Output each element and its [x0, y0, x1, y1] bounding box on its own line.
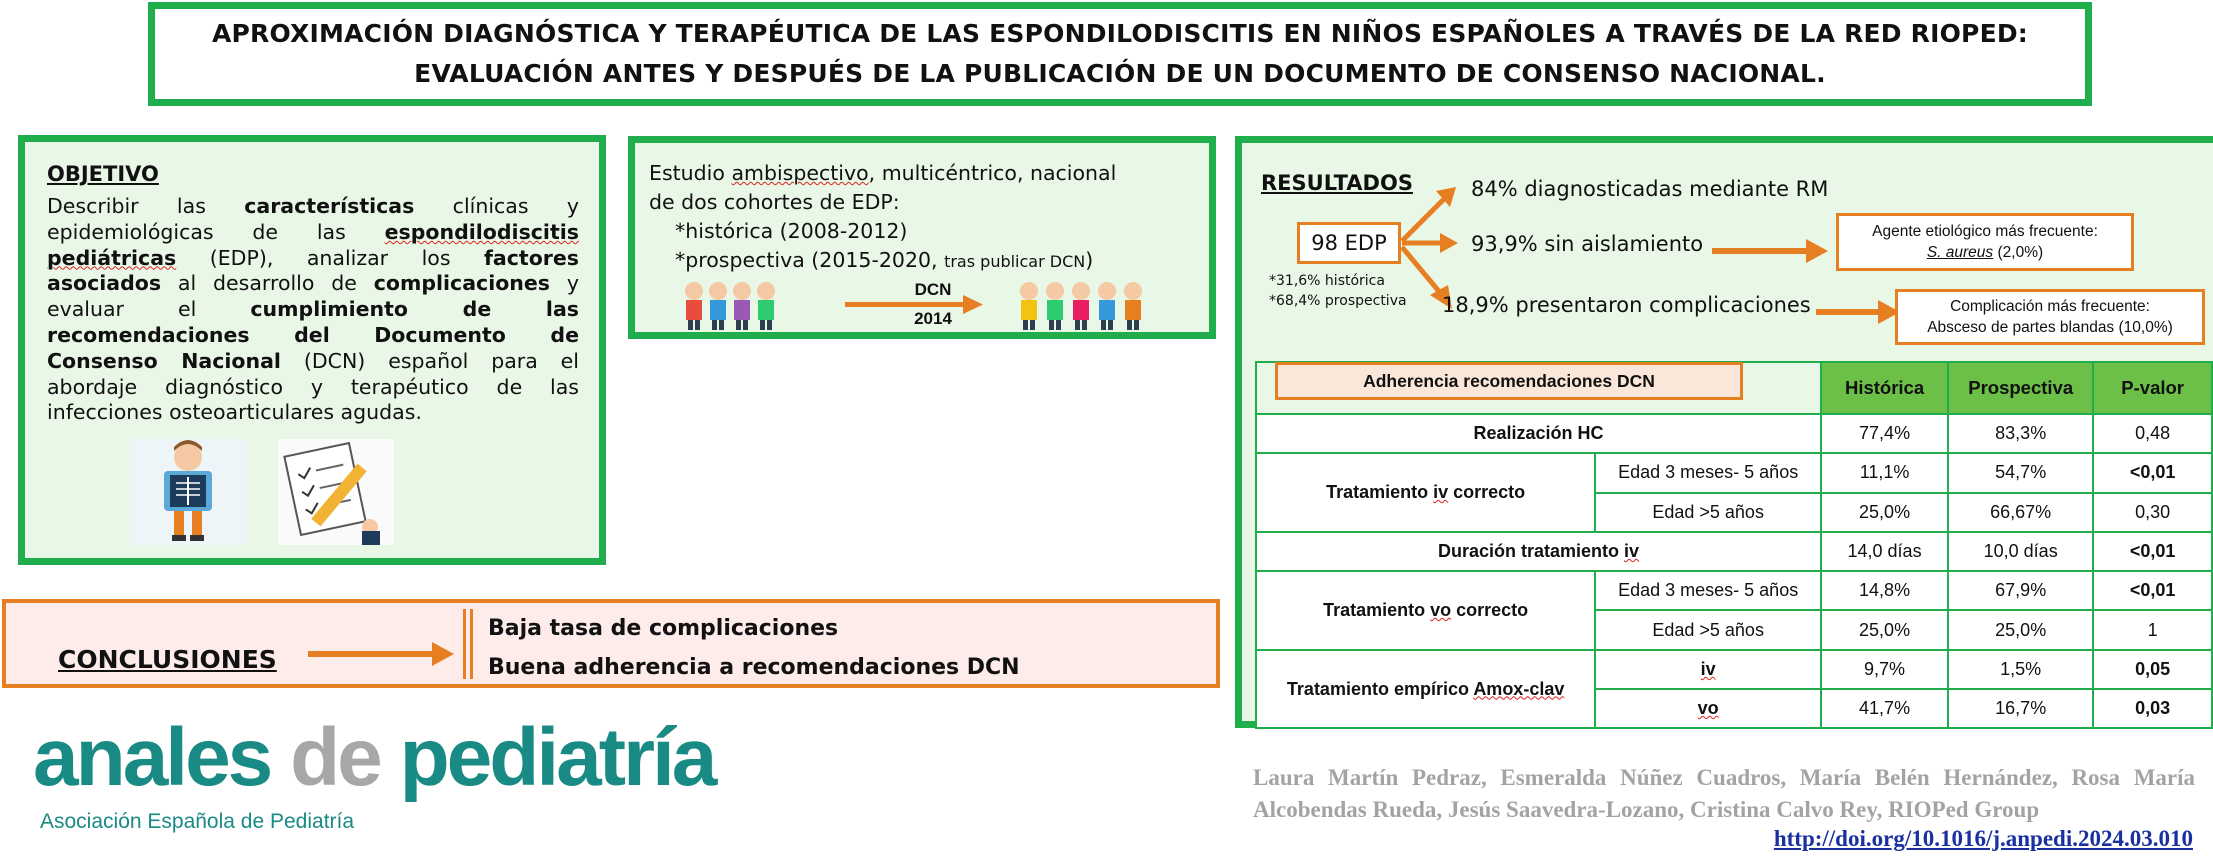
row-sublabel: iv [1595, 650, 1821, 689]
table-cell: 1 [2093, 610, 2212, 649]
table-row [1256, 532, 2212, 571]
doi-link[interactable]: http://doi.org/10.1016/j.anpedi.2024.03.010 [1773, 826, 2193, 851]
estudio-text: tras publicar DCN [944, 252, 1086, 271]
table-cell: 54,7% [1948, 453, 2093, 492]
row-sublabel: Edad 3 meses- 5 años [1595, 453, 1821, 492]
table-cell: <0,01 [2093, 532, 2212, 571]
estudio-text: ambispectivo [731, 161, 869, 185]
checklist-pencil-icon [278, 439, 394, 545]
table-header: P-valor [2093, 362, 2212, 414]
objetivo-part: clínicas y epidemiológicas de las [47, 194, 579, 244]
table-cell: 14,8% [1821, 571, 1948, 610]
row-label [1256, 571, 1595, 650]
objetivo-part: características [244, 194, 415, 218]
dcn-label: DCN [914, 280, 952, 299]
row-label-part: iv [1433, 482, 1449, 503]
agent-value: (2,0%) [1993, 244, 2044, 261]
logo-word: pediatría [399, 712, 715, 803]
row-label [1256, 650, 1595, 729]
table-cell: <0,01 [2093, 571, 2212, 610]
table-header-row [1256, 362, 2212, 414]
dcn-year: 2014 [914, 309, 952, 328]
objetivo-part: cumplimiento de las recomendaciones del Documento de Consenso Nacional [47, 297, 579, 373]
table-caption-cell [1256, 362, 1821, 414]
logo-subtitle: Asociación Española de Pediatría [40, 810, 355, 833]
table-cell: 0,48 [2093, 414, 2212, 453]
table-row [1256, 650, 2212, 689]
row-label-part: correcto [1448, 482, 1526, 503]
table-cell: 67,9% [1948, 571, 2093, 610]
title-box [148, 2, 2092, 106]
objetivo-text [47, 194, 579, 426]
estudio-panel [628, 136, 1216, 339]
agent-label: Agente etiológico más frecuente: [1872, 223, 2098, 240]
conclusiones-panel [2, 599, 1220, 688]
table-cell: 41,7% [1821, 689, 1948, 728]
arrow-right-icon [308, 641, 458, 667]
objetivo-panel [18, 135, 606, 565]
adherence-table [1255, 361, 2213, 729]
table-header: Histórica [1821, 362, 1948, 414]
estudio-text: ) [1085, 248, 1094, 272]
finding-aislamiento: 93,9% sin aislamiento [1471, 232, 1704, 256]
agent-name: S. aureus [1926, 244, 1994, 261]
complication-value: Absceso de partes blandas (10,0%) [1927, 319, 2173, 336]
arrow-right-icon [1712, 238, 1832, 264]
table-cell: 25,0% [1948, 610, 2093, 649]
resultados-panel [1235, 136, 2213, 728]
authors: Laura Martín Pedraz, Esmeralda Núñez Cuadros, María Belén Hernández, Rosa María Alcobendas Rueda, Jesús Saavedra-Lozano, Cristina Calvo Rey, RIOPed Group [1253, 765, 2195, 822]
estudio-line-3: *histórica (2008-2012) [675, 219, 908, 243]
split-prospectiva: *68,4% prospectiva [1269, 293, 1407, 309]
table-cell: <0,01 [2093, 453, 2212, 492]
table-cell: 0,03 [2093, 689, 2212, 728]
title-line-1: APROXIMACIÓN DIAGNÓSTICA Y TERAPÉUTICA DE LAS ESPONDILODISCITIS EN NIÑOS ESPAÑOLES A TRAVÉS DE LA RED RIOPED: [211, 19, 2029, 48]
row-label-part: vo [1430, 599, 1452, 620]
child-xray-icon [130, 439, 246, 545]
edp-count-box: 98 EDP [1297, 222, 1401, 264]
arrow-right-icon [1816, 299, 1902, 325]
complication-box [1895, 289, 2205, 345]
row-label-part: iv [1624, 541, 1640, 562]
objetivo-part: factores asociados [47, 245, 579, 296]
estudio-line-4 [649, 246, 1197, 276]
objetivo-part: Describir las [47, 194, 245, 218]
table-cell: 16,7% [1948, 689, 2093, 728]
row-sublabel: Edad >5 años [1595, 493, 1821, 532]
objetivo-heading: OBJETIVO [47, 162, 159, 186]
finding-rm: 84% diagnosticadas mediante RM [1471, 177, 1829, 201]
finding-complicaciones: 18,9% presentaron complicaciones [1442, 293, 1811, 317]
conclusiones-heading: CONCLUSIONES [58, 645, 277, 674]
estudio-text: *prospectiva (2015-2020, [675, 248, 945, 272]
objetivo-part: (EDP), analizar los [176, 245, 484, 270]
table-cell: 83,3% [1948, 414, 2093, 453]
table-cell: 1,5% [1948, 650, 2093, 689]
table-row [1256, 571, 2212, 610]
row-label-part: Duración tratamiento [1437, 541, 1625, 562]
row-label-part: correcto [1451, 599, 1529, 620]
table-cell: 66,67% [1948, 493, 2093, 532]
objetivo-part: (DCN) español para el abordaje diagnóstico y terapéutico de las infecciones osteoarticulares agudas. [47, 348, 579, 425]
journal-logo [33, 703, 714, 813]
objetivo-part: y evaluar el [47, 271, 579, 322]
table-caption: Adherencia recomendaciones DCN [1275, 362, 1743, 400]
split-historica: *31,6% histórica [1269, 273, 1385, 289]
objetivo-part: complicaciones [373, 271, 551, 296]
table-cell: 77,4% [1821, 414, 1948, 453]
table-cell: 0,05 [2093, 650, 2212, 689]
row-label-part: Tratamiento [1326, 482, 1434, 503]
estudio-text: , multicéntrico, nacional [868, 161, 1117, 185]
table-cell: 14,0 días [1821, 532, 1948, 571]
arrow-right-icon [845, 295, 985, 315]
table-cell: 9,7% [1821, 650, 1948, 689]
conclusion-item-2: Buena adherencia a recomendaciones DCN [488, 655, 1020, 680]
estudio-line-1 [649, 159, 1197, 188]
table-cell: 10,0 días [1948, 532, 2093, 571]
row-sublabel: Edad >5 años [1595, 610, 1821, 649]
objetivo-part: espondilodiscitis pediátricas [47, 219, 579, 270]
table-cell: 0,30 [2093, 493, 2212, 532]
row-label-part: Tratamiento empírico [1286, 678, 1474, 699]
row-label [1256, 532, 1821, 571]
table-cell: 11,1% [1821, 453, 1948, 492]
objetivo-part: al desarrollo de [161, 271, 374, 296]
row-label-part: Tratamiento [1323, 599, 1431, 620]
estudio-text: Estudio [649, 161, 732, 185]
estudio-line-2: de dos cohortes de EDP: [649, 190, 900, 214]
row-label-part: Amox-clav [1473, 678, 1565, 699]
table-header: Prospectiva [1948, 362, 2093, 414]
title-line-2: EVALUACIÓN ANTES Y DESPUÉS DE LA PUBLICACIÓN DE UN DOCUMENTO DE CONSENSO NACIONAL. [414, 59, 1826, 88]
row-sublabel: vo [1595, 689, 1821, 728]
logo-word: de [290, 712, 380, 803]
row-sublabel: Edad 3 meses- 5 años [1595, 571, 1821, 610]
table-cell: 25,0% [1821, 610, 1948, 649]
table-row [1256, 453, 2212, 492]
children-group-icon [1013, 277, 1149, 333]
row-label: Realización HC [1256, 414, 1821, 453]
logo-word: anales [33, 712, 271, 803]
agent-value-line [1927, 242, 2043, 263]
conclusion-item-1: Baja tasa de complicaciones [488, 616, 839, 641]
children-group-icon [680, 277, 780, 333]
row-label [1256, 453, 1595, 532]
complication-label: Complicación más frecuente: [1950, 298, 2150, 315]
resultados-heading: RESULTADOS [1261, 171, 1413, 195]
divider [463, 609, 473, 679]
table-cell: 25,0% [1821, 493, 1948, 532]
table-row [1256, 414, 2212, 453]
agent-box [1836, 213, 2134, 271]
